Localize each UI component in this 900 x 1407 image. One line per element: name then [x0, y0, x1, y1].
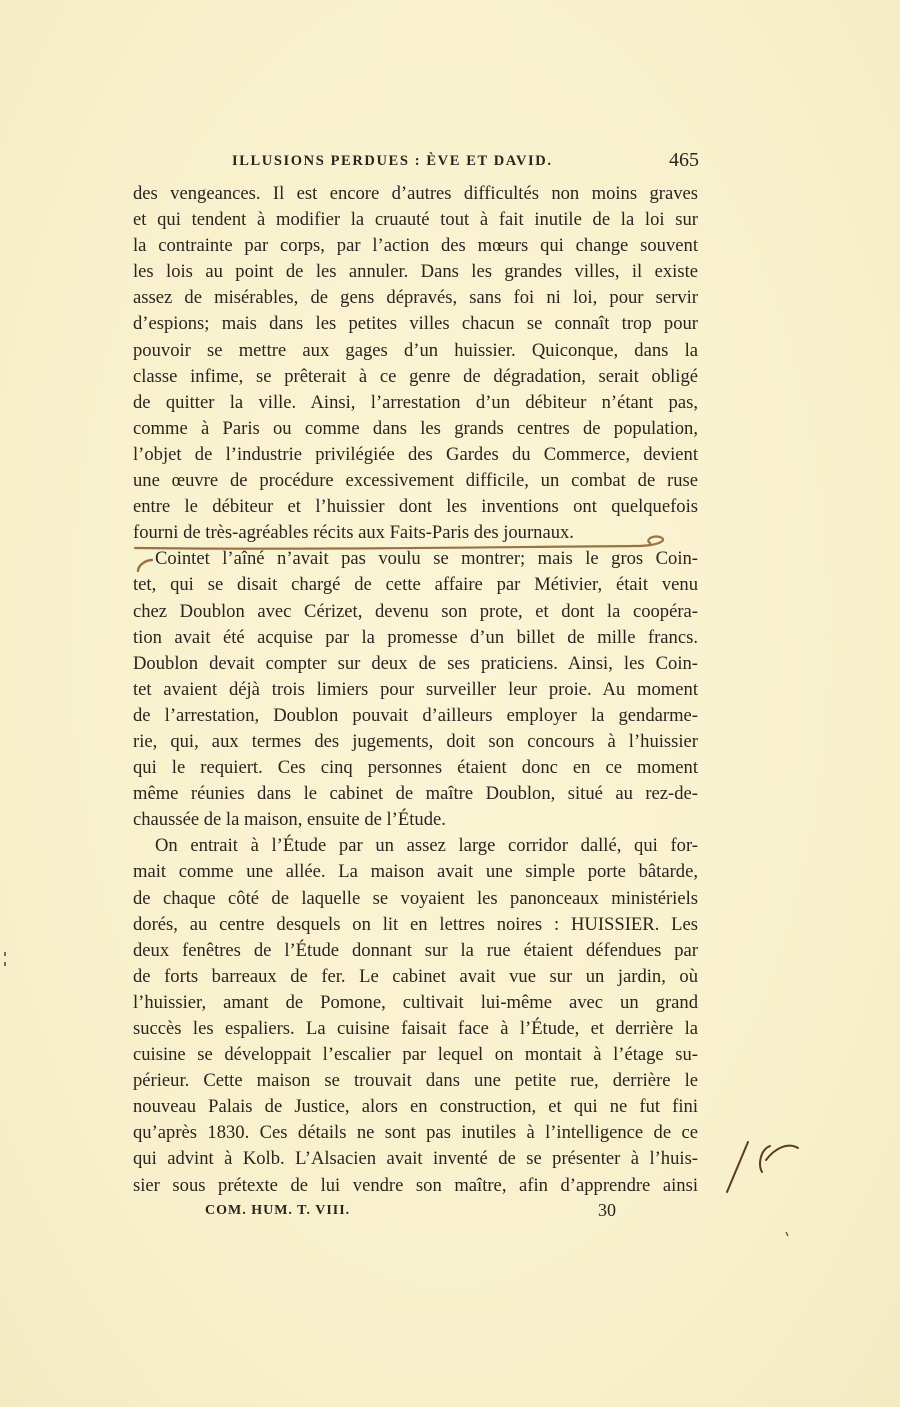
- text-line: assez de misérables, de gens dépravés, sans foi ni loi, pour servir: [133, 287, 698, 309]
- text-line: mait comme une allée. La maison avait une simple porte bâtarde,: [133, 861, 698, 883]
- margin-annotation-r: [760, 1146, 798, 1172]
- text-line: qu’après 1830. Ces détails ne sont pas inutiles à l’intelligence de ce: [133, 1122, 698, 1144]
- signature-mark: COM. HUM. T. VIII.: [205, 1203, 351, 1218]
- text-line: périeur. Cette maison se trouvait dans une petite rue, derrière le: [133, 1070, 698, 1092]
- text-line: sier sous prétexte de lui vendre son maître, afin d’apprendre ainsi: [133, 1174, 698, 1196]
- text-line: même réunies dans le cabinet de maître Doublon, situé au rez-de-: [133, 783, 698, 805]
- stain-mark: [786, 1232, 788, 1236]
- text-line: la contrainte par corps, par l’action des mœurs qui change souvent: [133, 235, 698, 257]
- text-line: dorés, au centre desquels on lit en lettres noires : HUISSIER. Les: [133, 913, 698, 935]
- text-line: tet avaient déjà trois limiers pour surveiller leur proie. Au moment: [133, 678, 698, 700]
- text-line: qui advint à Kolb. L’Alsacien avait inventé de se présenter à l’huis-: [133, 1148, 698, 1170]
- text-line: et qui tendent à modifier la cruauté tout à fait inutile de la loi sur: [133, 209, 698, 231]
- text-line: chez Doublon avec Cérizet, devenu son prote, et dont la coopéra-: [133, 600, 698, 622]
- running-title: ILLUSIONS PERDUES : ÈVE ET DAVID.: [232, 153, 553, 169]
- text-line: rie, qui, aux termes des jugements, doit son concours à l’huissier: [133, 730, 698, 752]
- text-line: une œuvre de procédure excessivement difficile, un combat de ruse: [133, 470, 698, 492]
- text-line: de quitter la ville. Ainsi, l’arrestation d’un débiteur n’étant pas,: [133, 391, 698, 413]
- text-line: des vengeances. Il est encore d’autres difficultés non moins graves: [133, 183, 698, 204]
- text-line: fourni de très-agréables récits aux Faits-Paris des journaux.: [133, 522, 574, 544]
- text-line: classe infime, se prêterait à ce genre de dégradation, serait obligé: [133, 365, 698, 387]
- text-line: de l’arrestation, Doublon pouvait d’ailleurs employer la gendarme-: [133, 704, 698, 726]
- page-number: 465: [669, 149, 699, 171]
- text-line: nouveau Palais de Justice, alors en construction, et qui ne fut fini: [133, 1096, 698, 1118]
- running-head: [133, 149, 699, 177]
- text-line: cuisine se développait l’escalier par lequel on montait à l’étage su-: [133, 1044, 698, 1066]
- text-line: les lois au point de les annuler. Dans les grandes villes, il existe: [133, 261, 698, 283]
- text-line: de forts barreaux de fer. Le cabinet avait vue sur un jardin, où: [133, 965, 698, 987]
- body-text: [133, 181, 698, 1199]
- text-line: succès les espaliers. La cuisine faisait face à l’Étude, et derrière la: [133, 1018, 698, 1039]
- text-line: Cointet l’aîné n’avait pas voulu se montrer; mais le gros Coin-: [155, 548, 698, 570]
- text-line: qui le requiert. Ces cinq personnes étaient donc en ce moment: [133, 757, 698, 779]
- text-line: On entrait à l’Étude par un assez large corridor dallé, qui for-: [155, 835, 698, 857]
- text-line: tion avait été acquise par la promesse d’un billet de mille francs.: [133, 626, 698, 648]
- margin-annotation-slash: [727, 1142, 748, 1192]
- text-line: l’huissier, amant de Pomone, cultivait lui-même avec un grand: [133, 991, 698, 1013]
- text-line: de chaque côté de laquelle se voyaient les panonceaux ministériels: [133, 887, 698, 909]
- sheet-number: 30: [598, 1200, 616, 1220]
- text-line: pouvoir se mettre aux gages d’un huissier. Quiconque, dans la: [133, 339, 698, 361]
- text-line: l’objet de l’industrie privilégiée des Gardes du Commerce, devient: [133, 443, 698, 465]
- text-line: comme à Paris ou comme dans les grands centres de population,: [133, 417, 698, 439]
- text-line: Doublon devait compter sur deux de ses praticiens. Ainsi, les Coin-: [133, 652, 698, 674]
- text-line: chaussée de la maison, ensuite de l’Étude.: [133, 809, 446, 831]
- text-line: entre le débiteur et l’huissier dont les inventions ont quelquefois: [133, 496, 698, 518]
- text-line: deux fenêtres de l’Étude donnant sur la rue étaient défendues par: [133, 939, 698, 961]
- text-line: d’espions; mais dans les petites villes chacun se connaît trop pour: [133, 313, 698, 335]
- text-line: tet, qui se disait chargé de cette affaire par Métivier, était venu: [133, 574, 698, 596]
